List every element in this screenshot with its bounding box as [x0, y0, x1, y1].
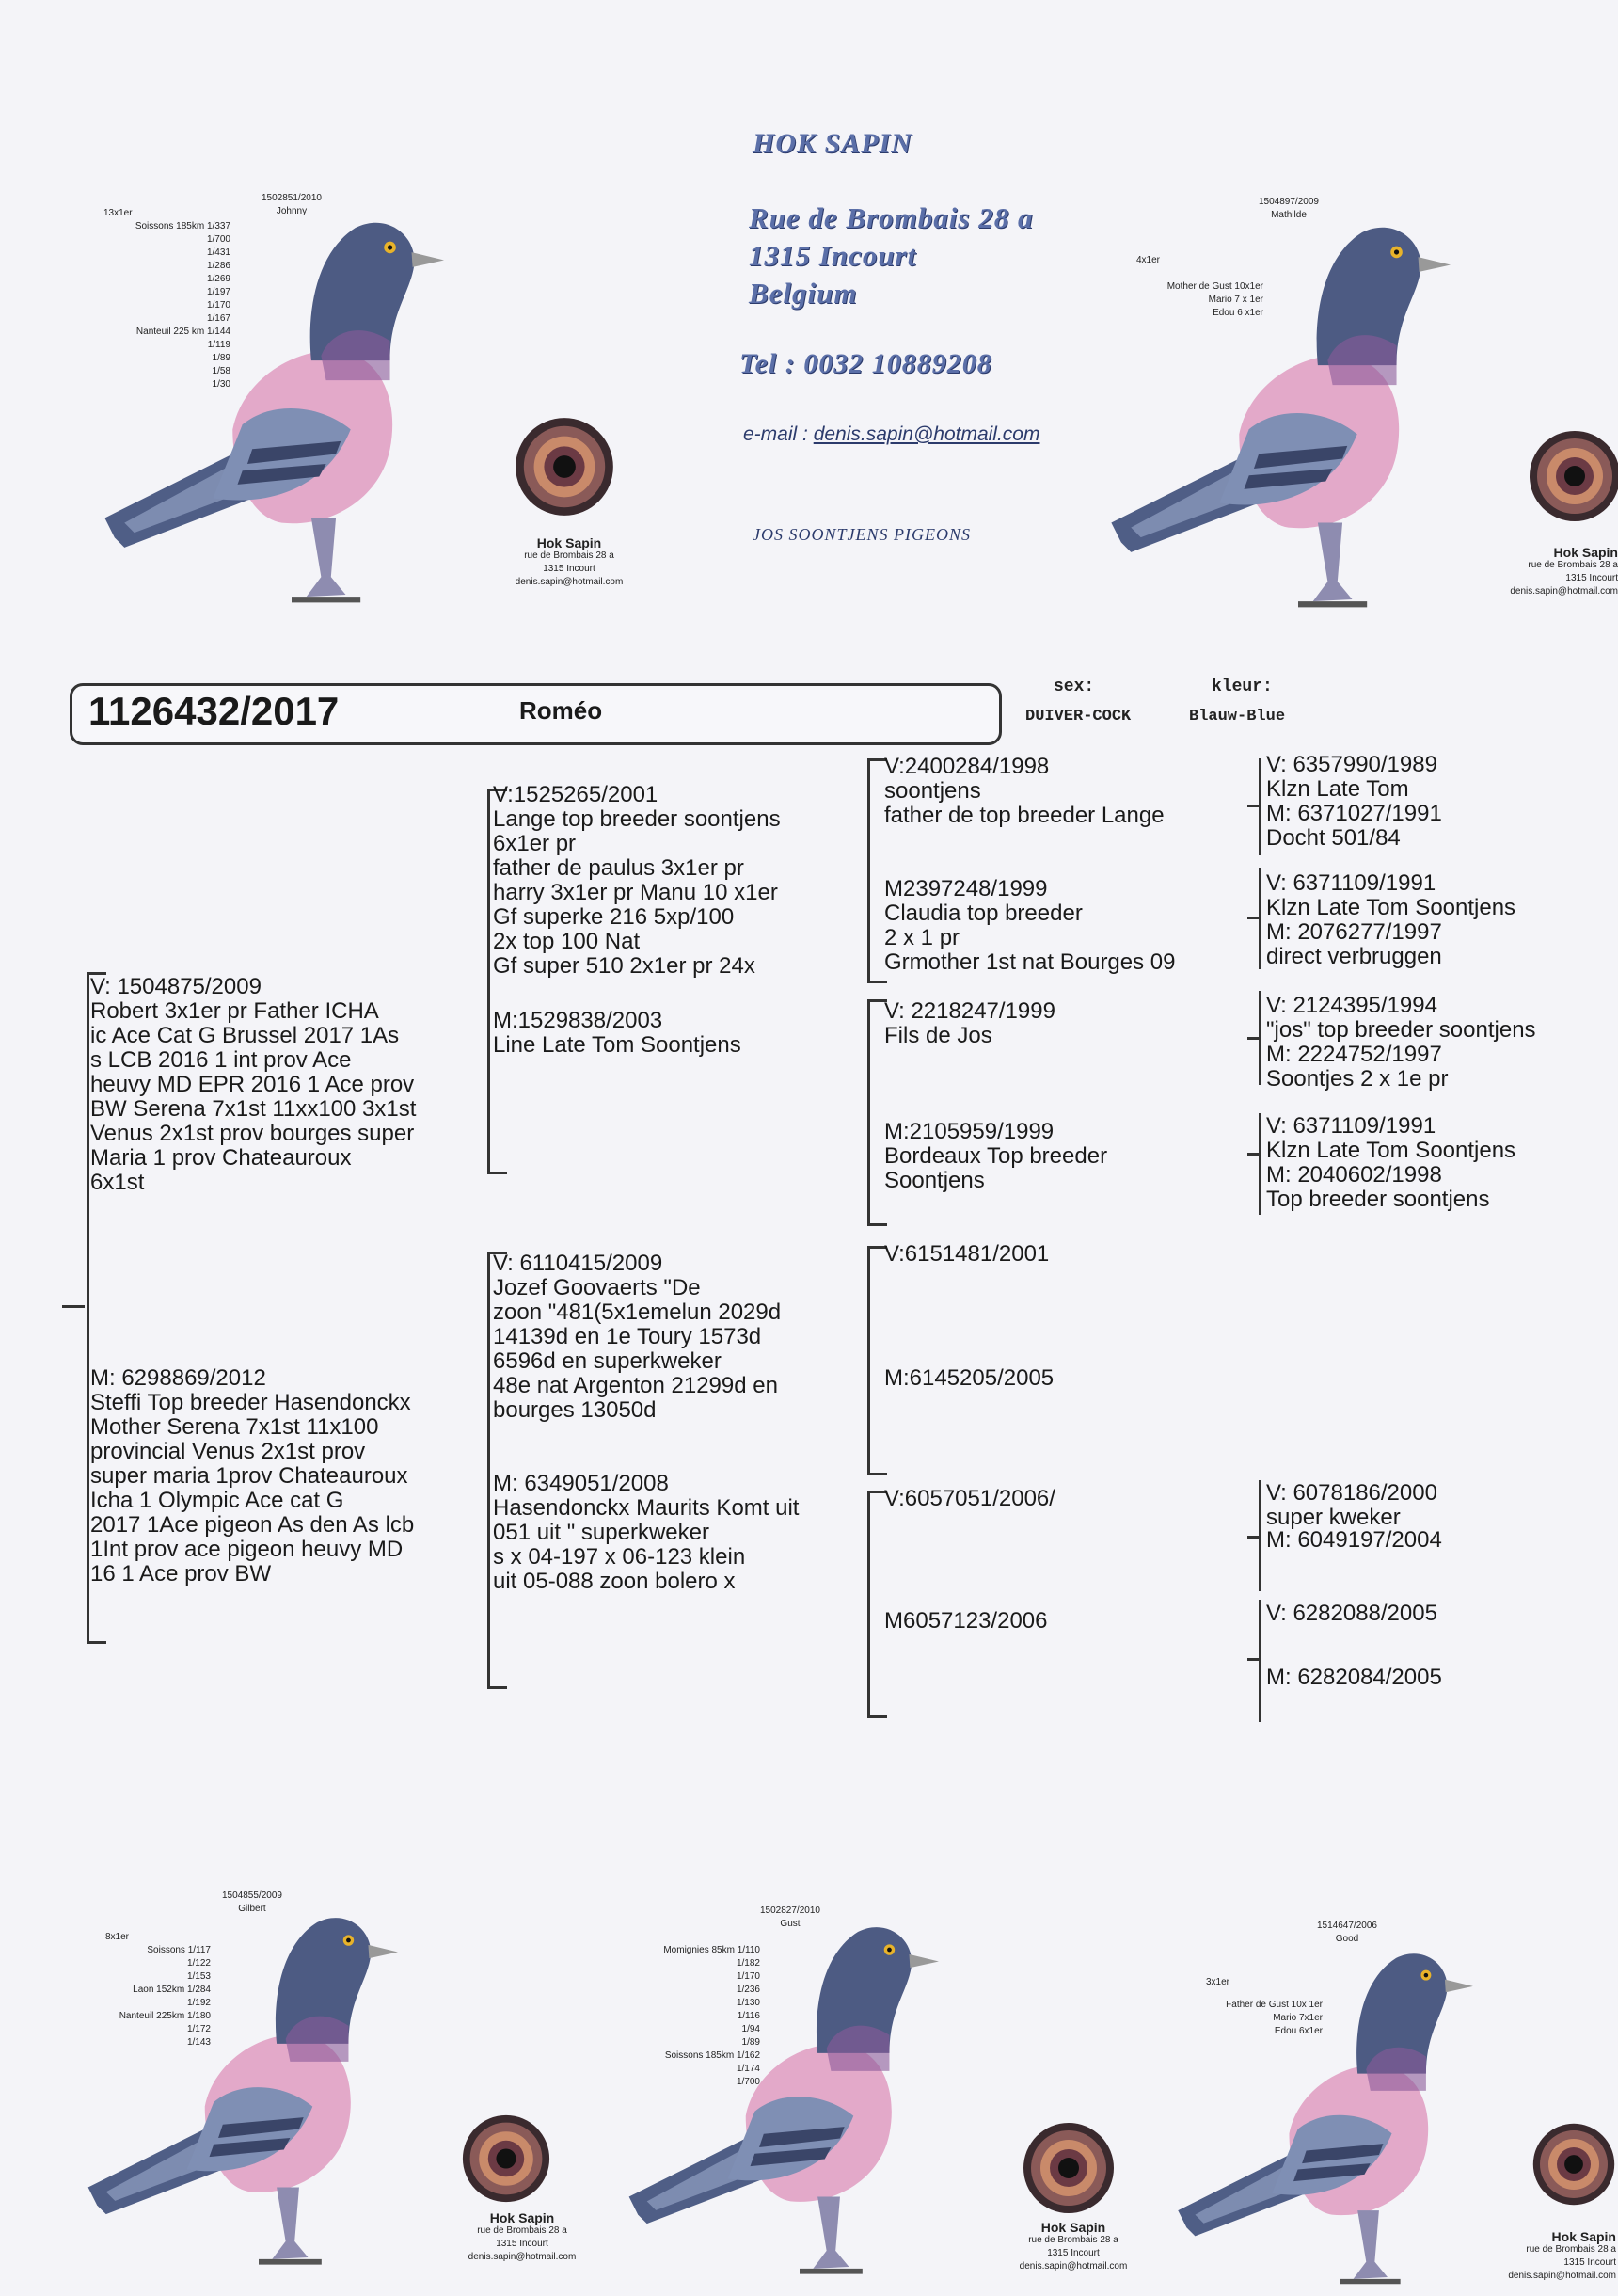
result-line: 1/192	[186, 1998, 211, 2008]
stamp-name: Hok Sapin	[489, 2210, 555, 2225]
gen4-tick	[1247, 1658, 1261, 1661]
dam-sire-sire: V:6151481/2001	[884, 1241, 1050, 1267]
result-line: 1/431	[206, 247, 230, 258]
result-line: 3x1er	[1206, 1977, 1230, 1987]
ring-number: 1504855/2009	[222, 1890, 282, 1901]
result-line: Mario 7 x 1er	[1208, 295, 1263, 305]
result-line: Nanteuil 225 km 1/144	[135, 327, 230, 337]
stamp-city: 1315 Incourt	[1047, 2248, 1100, 2258]
gen4-h: M: 2040602/1998 Top breeder soontjens	[1266, 1162, 1490, 1212]
dam-dam: M: 6349051/2008 Hasendonckx Maurits Komt uit 051 uit " superkweker s x 04-197 x 06-123 klein uit 05-088 zoon bolero x	[493, 1471, 800, 1594]
stamp-city: 1315 Incourt	[1565, 573, 1618, 583]
stamp-bottom-1	[442, 2211, 602, 2264]
result-line: 1/89	[212, 353, 230, 363]
result-line: 1/143	[186, 2037, 211, 2048]
gen3-bracket-4	[867, 1491, 887, 1718]
result-line: Mario 7x1er	[1273, 2013, 1323, 2023]
dam-dam-dam: M6057123/2006	[884, 1608, 1048, 1634]
dam-dam-sire: V:6057051/2006/	[884, 1486, 1055, 1511]
loft-country: Belgium	[749, 277, 858, 310]
result-line: Soissons 185km 1/162	[664, 2050, 760, 2061]
result-line: 13x1er	[103, 208, 133, 218]
result-line: 1/153	[186, 1971, 211, 1982]
stamp-street: rue de Brombais 28 a	[1028, 2235, 1118, 2245]
pigeon-johnny-image	[85, 183, 499, 616]
root-connector	[62, 1305, 85, 1308]
result-line: 1/122	[186, 1958, 211, 1969]
stamp-name: Hok Sapin	[1551, 2229, 1616, 2244]
gen4-d: M: 2076277/1997 direct verbruggen	[1266, 919, 1442, 969]
result-line: 1/58	[212, 366, 230, 376]
loft-name: HOK SAPIN	[753, 128, 912, 159]
loft-address	[749, 199, 1033, 312]
gen4-i: V: 6078186/2000 super kweker	[1266, 1480, 1437, 1530]
stamp-email: denis.sapin@hotmail.com	[515, 577, 624, 587]
result-line: Momignies 85km 1/110	[663, 1945, 760, 1955]
ring-number: 1502827/2010	[760, 1905, 820, 1916]
stamp-street: rue de Brombais 28 a	[524, 550, 614, 561]
ring-number: 1502851/2010	[262, 193, 322, 203]
stamp-street: rue de Brombais 28 a	[1526, 2244, 1616, 2255]
result-line: 1/172	[186, 2024, 211, 2034]
stamp-name: Hok Sapin	[536, 535, 602, 550]
sex-value: DUIVER-COCK	[1025, 708, 1132, 725]
sire-dam: M:1529838/2003 Line Late Tom Soontjens	[493, 1008, 741, 1058]
dam: M: 6298869/2012 Steffi Top breeder Hasendonckx Mother Serena 7x1st 11x100 provincial Venus 2x1st prov super maria 1prov Chateauroux Icha 1 Olympic Ace cat G 2017 1Ace pigeon As den As lcb 1Int prov ace pigeon heuvy MD 16 1 Ace prov BW	[90, 1365, 415, 1586]
stamp-street: rue de Brombais 28 a	[1528, 560, 1618, 570]
pigeon-mathilde-image	[1101, 188, 1496, 621]
main-ring-number: 1126432/2017	[88, 689, 340, 733]
result-line: 1/119	[207, 340, 230, 350]
gen4-tick	[1247, 1536, 1261, 1539]
result-line: 1/182	[736, 1958, 760, 1969]
gen4-line-6	[1259, 1600, 1261, 1722]
stamp-email: denis.sapin@hotmail.com	[468, 2252, 577, 2262]
result-line: 1/236	[736, 1985, 760, 1995]
loft-phone: Tel : 0032 10889208	[739, 348, 992, 379]
gen4-j: M: 6049197/2004	[1266, 1527, 1442, 1553]
color-label: kleur:	[1212, 678, 1273, 696]
result-line: Father de Gust 10x 1er	[1226, 2000, 1323, 2010]
result-line: 1/700	[736, 2077, 760, 2087]
pigeon-gilbert-image	[75, 1882, 442, 2277]
pigeon-name: Johnny	[276, 206, 308, 216]
result-line: 1/89	[741, 2037, 760, 2048]
result-line: 1/94	[741, 2024, 760, 2034]
result-line: 1/167	[206, 313, 230, 324]
main-pigeon-name: Roméo	[519, 696, 603, 725]
loft-email-row	[743, 423, 1039, 446]
stamp-bottom-3	[1505, 2230, 1616, 2283]
loft-street: Rue de Brombais 28 a	[749, 201, 1034, 234]
stamp-email: denis.sapin@hotmail.com	[1510, 586, 1618, 597]
result-line: 4x1er	[1136, 255, 1161, 265]
stamp-street: rue de Brombais 28 a	[477, 2225, 567, 2236]
gen3-bracket-3	[867, 1246, 887, 1475]
dam-sire-dam: M:6145205/2005	[884, 1365, 1055, 1391]
result-line: Edou 6 x1er	[1213, 308, 1263, 318]
email-link[interactable]: denis.sapin@hotmail.com	[813, 423, 1040, 445]
pigeon-name: Gust	[780, 1919, 801, 1929]
stamp-name: Hok Sapin	[1553, 545, 1618, 560]
result-line: 1/700	[206, 234, 230, 245]
gen4-e: V: 2124395/1994 "jos" top breeder soontjens	[1266, 993, 1536, 1043]
stamp-bottom-2	[993, 2221, 1153, 2273]
sire-sire-dam: M2397248/1999 Claudia top breeder 2 x 1 pr Grmother 1st nat Bourges 09	[884, 876, 1176, 975]
stamp-email: denis.sapin@hotmail.com	[1019, 2261, 1128, 2272]
loft-city: 1315 Incourt	[749, 239, 917, 272]
result-line: Soissons 185km 1/337	[135, 221, 230, 231]
gen4-f: M: 2224752/1997 Soontjes 2 x 1e pr	[1266, 1042, 1449, 1092]
dam-sire: V: 6110415/2009 Jozef Goovaerts "De zoon "481(5x1emelun 2029d 14139d en 1e Toury 1573d 6596d en superkweker 48e nat Argenton 21299d en bourges 13050d	[493, 1251, 782, 1423]
email-label: e-mail :	[743, 423, 808, 445]
pigeon-gust-image	[611, 1891, 988, 2287]
result-line: 1/286	[206, 261, 230, 271]
stamp-city: 1315 Incourt	[496, 2239, 548, 2249]
eye-image	[1022, 2121, 1116, 2215]
eye-image	[1528, 425, 1618, 527]
result-line: 1/170	[736, 1971, 760, 1982]
eye-image	[1531, 2117, 1616, 2211]
sire: V: 1504875/2009 Robert 3x1er pr Father ICHA ic Ace Cat G Brussel 2017 1As s LCB 2016 1 int prov Ace heuvy MD EPR 2016 1 Ace prov BW Serena 7x1st 11xx100 3x1st Venus 2x1st prov bourges super Maria 1 prov Chateauroux 6x1st	[90, 974, 417, 1195]
eye-image	[461, 2113, 551, 2204]
stamp-name: Hok Sapin	[1040, 2220, 1106, 2235]
ring-number: 1514647/2006	[1317, 1921, 1377, 1931]
stamp-city: 1315 Incourt	[543, 564, 595, 574]
gen4-c: V: 6371109/1991 Klzn Late Tom Soontjens	[1266, 870, 1516, 920]
gen4-g: V: 6371109/1991 Klzn Late Tom Soontjens	[1266, 1113, 1516, 1163]
pigeon-good-image	[1152, 1920, 1529, 2296]
color-value: Blauw-Blue	[1189, 708, 1286, 725]
stamp-city: 1315 Incourt	[1563, 2257, 1616, 2268]
result-line: Edou 6x1er	[1274, 2026, 1323, 2036]
result-line: 1/174	[736, 2064, 760, 2074]
eye-image	[506, 416, 623, 518]
gen4-b: M: 6371027/1991 Docht 501/84	[1266, 801, 1442, 851]
pigeon-name: Gilbert	[238, 1904, 266, 1914]
result-line: Nanteuil 225km 1/180	[119, 2011, 211, 2021]
stamp-email: denis.sapin@hotmail.com	[1508, 2271, 1616, 2281]
result-line: 1/269	[206, 274, 230, 284]
gen4-line-4	[1259, 1113, 1261, 1215]
sire-dam-dam: M:2105959/1999 Bordeaux Top breeder Soontjens	[884, 1119, 1108, 1193]
result-line: 1/170	[206, 300, 230, 311]
sex-label: sex:	[1054, 678, 1095, 696]
result-line: 1/116	[737, 2011, 760, 2021]
sire-dam-sire: V: 2218247/1999 Fils de Jos	[884, 998, 1055, 1048]
result-line: Laon 152km 1/284	[133, 1985, 211, 1995]
stamp-left	[494, 536, 644, 589]
gen4-l: M: 6282084/2005	[1266, 1665, 1442, 1690]
pigeon-name: Good	[1335, 1934, 1359, 1944]
gen4-k: V: 6282088/2005	[1266, 1601, 1437, 1626]
result-line: 1/30	[212, 379, 230, 390]
result-line: 1/130	[736, 1998, 760, 2008]
pigeon-name: Mathilde	[1271, 210, 1307, 220]
result-line: Soissons 1/117	[147, 1945, 211, 1955]
gen4-a: V: 6357990/1989 Klzn Late Tom	[1266, 752, 1437, 802]
sire-sire: V:1525265/2001 Lange top breeder soontjens 6x1er pr father de paulus 3x1er pr harry 3x1er pr Manu 10 x1er Gf superke 216 5xp/100 2x top 100 Nat Gf super 510 2x1er pr 24x	[493, 782, 781, 979]
sire-sire-sire: V:2400284/1998 soontjens father de top breeder Lange	[884, 754, 1165, 828]
stamp-right	[1501, 546, 1618, 598]
ring-number: 1504897/2009	[1259, 197, 1319, 207]
result-line: 1/197	[206, 287, 230, 297]
result-line: Mother de Gust 10x1er	[1166, 281, 1263, 292]
result-line: 8x1er	[105, 1932, 130, 1942]
loft-slogan: JOS SOONTJENS PIGEONS	[753, 525, 971, 544]
